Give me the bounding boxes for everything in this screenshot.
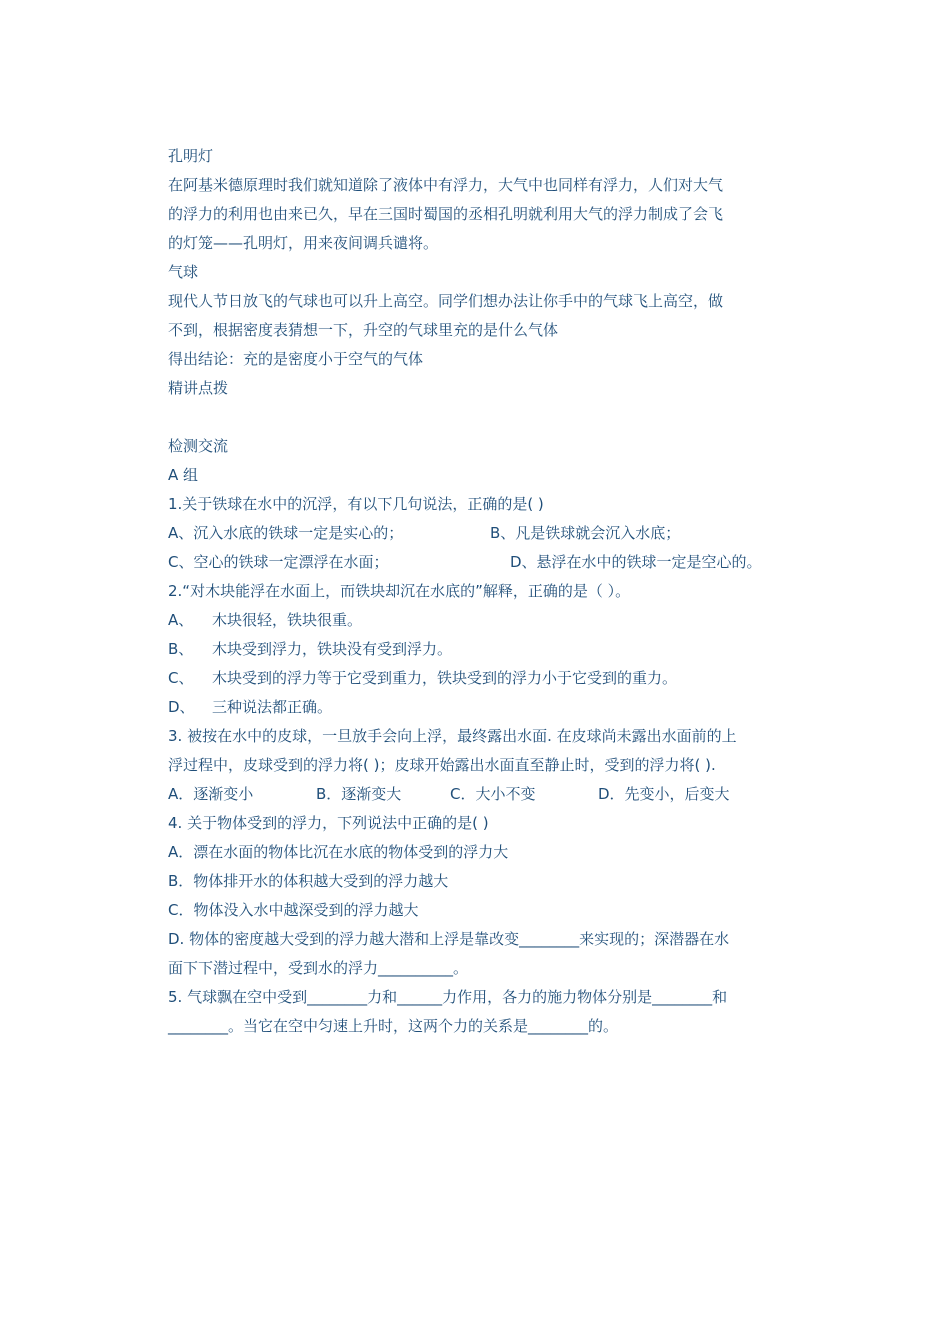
question-1-option-c: C、空心的铁球一定漂浮在水面； — [168, 553, 389, 571]
question-1-options-row-1 — [168, 519, 790, 548]
question-4-option-a: A．漂在水面的物体比沉在水底的物体受到的浮力大 — [168, 843, 509, 861]
paragraph-line: 在阿基米德原理时我们就知道除了液体中有浮力，大气中也同样有浮力，人们对大气 — [168, 176, 724, 194]
question-2-option-d: D、 三种说法都正确。 — [168, 698, 333, 716]
question-3-option-d: D．先变小，后变大 — [598, 785, 730, 803]
question-3-option-a: A．逐渐变小 — [168, 785, 254, 803]
question-1-option-d: D、悬浮在水中的铁球一定是空心的。 — [510, 553, 762, 571]
question-4-option-d-line-2: 面下下潜过程中，受到水的浮力__________。 — [168, 959, 469, 977]
question-4-option-d-line-1: D. 物体的密度越大受到的浮力越大潜和上浮是靠改变________来实现的；深潜器在水 — [168, 930, 730, 948]
question-4-option-b: B．物体排开水的体积越大受到的浮力越大 — [168, 872, 449, 890]
question-2-option-a: A、 木块很轻，铁块很重。 — [168, 611, 363, 629]
question-5-line-1: 5. 气球飘在空中受到________力和______力作用，各力的施力物体分别是________和 — [168, 988, 728, 1006]
section-heading-test: 检测交流 — [168, 437, 229, 455]
question-4-stem: 4. 关于物体受到的浮力，下列说法中正确的是( ) — [168, 814, 489, 832]
question-2-stem: 2.“对木块能浮在水面上，而铁块却沉在水底的”解释，正确的是（ ）。 — [168, 582, 631, 600]
paragraph-line: 的灯笼——孔明灯，用来夜间调兵谴将。 — [168, 234, 439, 252]
question-1-options-row-2 — [168, 548, 790, 577]
paragraph-line: 现代人节日放飞的气球也可以升上高空。同学们想办法让你手中的气球飞上高空，做 — [168, 292, 724, 310]
paragraph-line: 不到，根据密度表猜想一下，升空的气球里充的是什么气体 — [168, 321, 559, 339]
question-2-option-b: B、 木块受到浮力，铁块没有受到浮力。 — [168, 640, 453, 658]
question-3-line-2: 浮过程中，皮球受到的浮力将( )；皮球开始露出水面直至静止时，受到的浮力将( ). — [168, 756, 716, 774]
question-3-line-1: 3. 被按在水中的皮球，一旦放手会向上浮，最终露出水面. 在皮球尚未露出水面前的上 — [168, 727, 737, 745]
question-1-stem: 1.关于铁球在水中的沉浮，有以下几句说法，正确的是( ) — [168, 495, 544, 513]
question-3-option-c: C．大小不变 — [450, 785, 536, 803]
question-3-options — [168, 780, 790, 809]
question-2-option-c: C、 木块受到的浮力等于它受到重力，铁块受到的浮力小于它受到的重力。 — [168, 669, 678, 687]
group-label: A 组 — [168, 466, 199, 484]
conclusion-line: 得出结论：充的是密度小于空气的气体 — [168, 350, 424, 368]
section-heading-balloon: 气球 — [168, 263, 199, 281]
section-heading-key-points: 精讲点拨 — [168, 379, 229, 397]
question-3-option-b: B．逐渐变大 — [316, 785, 402, 803]
paragraph-line: 的浮力的利用也由来已久，早在三国时蜀国的丞相孔明就利用大气的浮力制成了会飞 — [168, 205, 724, 223]
document-body — [168, 142, 790, 1041]
question-1-option-b: B、凡是铁球就会沉入水底； — [490, 524, 681, 542]
section-heading-kongming-lantern: 孔明灯 — [168, 147, 214, 165]
question-1-option-a: A、沉入水底的铁球一定是实心的； — [168, 524, 404, 542]
blank-line — [168, 403, 790, 432]
question-4-option-c: C．物体没入水中越深受到的浮力越大 — [168, 901, 419, 919]
question-5-line-2: ________。当它在空中匀速上升时，这两个力的关系是________的。 — [168, 1017, 619, 1035]
